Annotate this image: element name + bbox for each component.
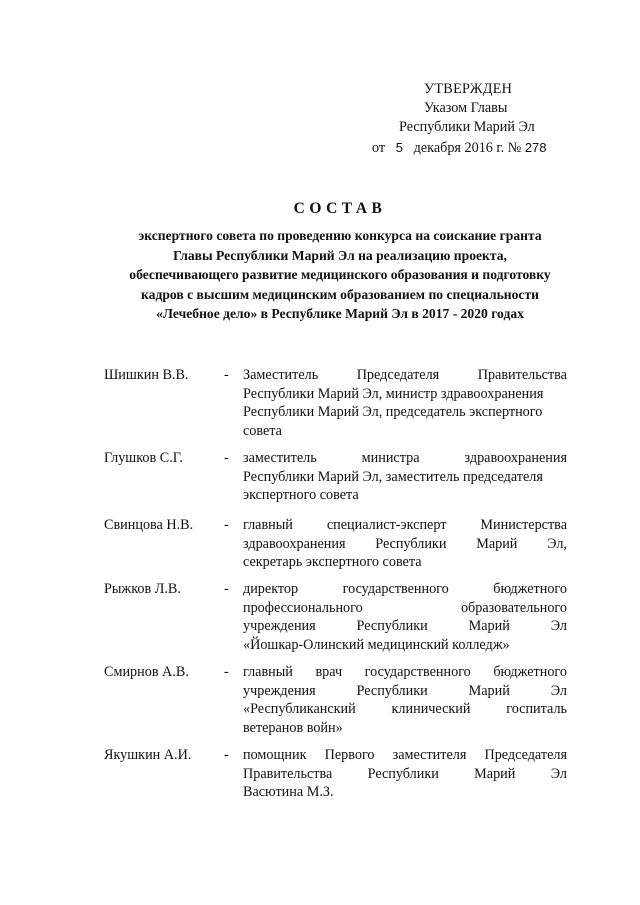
role-word: Эл <box>550 682 567 699</box>
member-name: Смирнов А.В. <box>104 664 189 680</box>
role-word: образовательного <box>460 599 567 616</box>
role-word: Марий <box>474 765 516 782</box>
member-dash: - <box>224 581 229 597</box>
role-word: учреждения <box>243 682 316 699</box>
role-word: специалист-эксперт <box>326 517 447 533</box>
subtitle-line: экспертного совета по проведению конкурса на соискание гранта <box>138 228 542 243</box>
role-word: Правительства <box>477 367 567 383</box>
role-line <box>243 700 567 719</box>
role-word: здравоохранения <box>464 450 567 466</box>
role-word: Республики <box>367 765 439 782</box>
role-word: «Республиканский <box>243 701 356 718</box>
role-word: Первого <box>324 747 375 763</box>
role-line <box>243 617 567 636</box>
member-name: Свинцова Н.В. <box>104 517 194 533</box>
role-line <box>243 765 567 784</box>
member-role <box>243 663 567 737</box>
role-word: государственного <box>364 664 471 680</box>
role-word: Председателя <box>484 747 567 763</box>
approval-title: УТВЕРЖДЕН <box>424 81 513 97</box>
role-line <box>243 599 567 618</box>
role-word: Эл <box>550 618 567 635</box>
subtitle-line: Главы Республики Марий Эл на реализацию проекта, <box>173 247 507 263</box>
role-line: Васютина М.З. <box>243 784 334 801</box>
approval-date-rest: декабря 2016 г. № <box>413 140 522 156</box>
role-line <box>243 580 567 599</box>
role-word: Марий <box>468 682 510 699</box>
role-word: заместителя <box>392 747 467 763</box>
role-word: директор <box>243 581 299 597</box>
approval-date-prefix: от <box>372 140 386 156</box>
member-dash: - <box>224 450 229 466</box>
role-line: Республики Марий Эл, председатель экспертного <box>243 404 543 421</box>
document-title: СОСТАВ <box>293 200 387 217</box>
approval-decree: Указом Главы <box>424 100 508 116</box>
member-name: Шишкин В.В. <box>104 367 189 383</box>
role-line: совета <box>243 422 282 439</box>
role-word: учреждения <box>243 618 316 635</box>
role-word: клинический <box>391 701 471 718</box>
role-word: бюджетного <box>493 581 567 597</box>
role-line <box>243 682 567 701</box>
role-word: заместитель <box>243 450 317 466</box>
approval-date-line <box>372 138 547 158</box>
approval-day: 5 <box>395 140 403 155</box>
member-dash: - <box>224 747 229 763</box>
role-line <box>243 516 567 535</box>
role-line: ветеранов войн» <box>243 719 343 736</box>
role-line: Республики Марий Эл, заместитель председателя <box>243 468 543 485</box>
approval-republic: Республики Марий Эл <box>399 119 535 135</box>
role-word: Марий <box>476 535 518 552</box>
member-name: Глушков С.Г. <box>104 450 183 466</box>
role-line <box>243 366 567 385</box>
member-dash: - <box>224 367 229 383</box>
role-line: экспертного совета <box>243 487 359 504</box>
role-word: врач <box>315 664 343 680</box>
subtitle-line: «Лечебное дело» в Республике Марий Эл в 2017 - 2020 годах <box>156 306 524 321</box>
role-line <box>243 663 567 682</box>
role-word: Республики <box>356 618 428 635</box>
member-dash: - <box>224 517 229 533</box>
document-subtitle <box>100 226 580 324</box>
role-line <box>243 746 567 765</box>
role-word: профессионального <box>243 599 363 616</box>
role-word: Председателя <box>356 367 440 383</box>
role-word: госпиталь <box>506 701 567 718</box>
role-line: Республики Марий Эл, министр здравоохранения <box>243 385 544 402</box>
member-name: Якушкин А.И. <box>104 747 192 763</box>
role-word: государственного <box>342 581 449 597</box>
role-line: «Йошкар-Олинский медицинский колледж» <box>243 636 510 653</box>
role-word: Заместитель <box>243 367 319 383</box>
subtitle-line: обеспечивающего развитие медицинского образования и подготовку <box>129 267 551 282</box>
member-role <box>243 516 567 572</box>
role-word: Правительства <box>243 765 333 782</box>
role-line: секретарь экспертного совета <box>243 554 422 571</box>
member-role <box>243 366 567 440</box>
approval-number: 278 <box>524 140 547 155</box>
role-word: Республики <box>356 682 428 699</box>
member-role <box>243 449 567 505</box>
role-word: главный <box>243 517 293 533</box>
role-word: Республики <box>375 535 447 552</box>
role-word: Эл <box>550 765 567 782</box>
subtitle-line: кадров с высшим медицинским образованием по специальности <box>141 286 539 302</box>
member-name: Рыжков Л.В. <box>104 581 181 597</box>
role-line <box>243 535 567 554</box>
role-line <box>243 449 567 468</box>
member-role <box>243 580 567 654</box>
role-word: министра <box>361 450 420 466</box>
role-word: главный <box>243 664 293 680</box>
role-word: Марий <box>468 618 510 635</box>
role-word: здравоохранения <box>243 535 346 552</box>
member-dash: - <box>224 664 229 680</box>
role-word: Министерства <box>480 517 567 533</box>
role-word: бюджетного <box>493 664 567 680</box>
role-word: помощник <box>243 747 307 763</box>
role-word: Эл, <box>547 535 567 552</box>
member-role <box>243 746 567 802</box>
